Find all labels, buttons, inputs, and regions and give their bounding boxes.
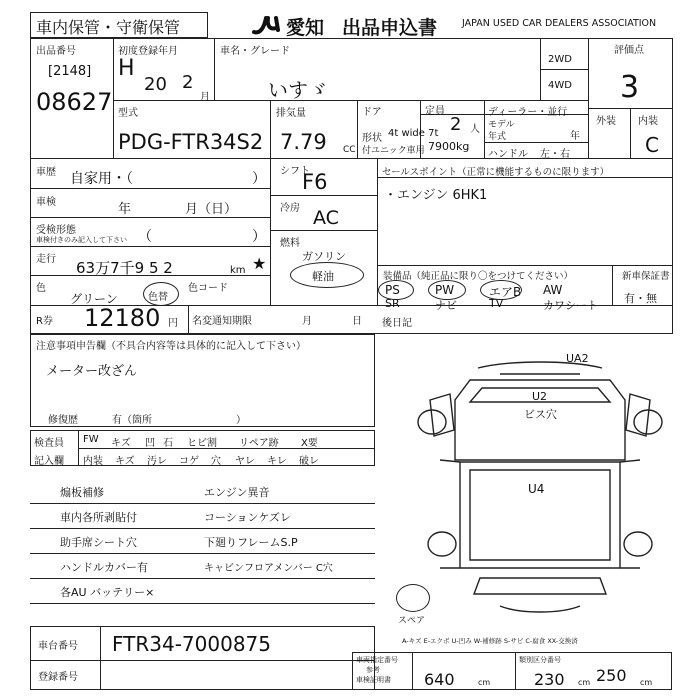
inspector-fw-row <box>82 434 319 449</box>
r-ticket-value: 12180 <box>84 304 161 332</box>
damage-mark: U2 <box>532 390 548 403</box>
name-change-label: 名変通知期限 <box>192 316 252 327</box>
sales-point-1: ・エンジン 6HK1 <box>384 188 488 203</box>
fw-label: FW <box>83 434 99 445</box>
registration-era: H <box>118 56 135 81</box>
door-label: ドア <box>362 107 382 118</box>
int-hole[interactable]: 穴 <box>211 456 221 467</box>
storage-label: 車内保管・守衛保管 <box>36 18 181 37</box>
car-name-value: いすゞ <box>268 78 328 102</box>
inspection-year-unit: 年 <box>118 202 132 217</box>
inspection-label: 車検 <box>36 197 56 208</box>
registration-year: 20 <box>144 74 167 95</box>
fw-scratch[interactable]: キズ <box>111 438 131 449</box>
registration-month: 2 <box>182 72 194 93</box>
interior-row-label: 内装 <box>83 456 103 467</box>
inspector-entry-label: 記入欄 <box>34 456 64 467</box>
equip-pw[interactable]: PW <box>435 283 455 297</box>
notes-label: 注意事項申告欄（不具合内容等は具体的に記入して下さい） <box>36 341 306 352</box>
capacity-value: 2 <box>450 114 462 135</box>
repair-close: ） <box>236 415 246 426</box>
drive-2wd[interactable]: 2WD <box>548 54 572 65</box>
exterior-label: 外装 <box>596 116 616 127</box>
fw-replace[interactable]: X要 <box>301 438 318 449</box>
cert-label: 車検証明書 <box>356 676 391 684</box>
acceptance-note: 車検付きのみ記入して下さい <box>36 236 127 244</box>
notes-value: メーター改ざん <box>46 364 138 379</box>
door-load: 7900kg <box>428 140 470 153</box>
lot-sub-number: [2148] <box>48 64 92 79</box>
association-en: JAPAN USED CAR DEALERS ASSOCIATION <box>462 18 657 29</box>
ju-logo <box>250 14 284 36</box>
warranty-options[interactable]: 有・無 <box>624 292 657 305</box>
registration-month-unit: 月 <box>200 92 210 103</box>
sales-points-label: セールスポイント（正常に機能するものに限ります） <box>382 167 610 178</box>
cooling-label: 冷房 <box>280 203 300 214</box>
equip-navi[interactable]: ナビ <box>435 299 457 312</box>
form-title: 出品申込書 <box>342 17 438 39</box>
inspector-note: 車内各所剥貼付 <box>60 511 137 524</box>
interior-grade: C <box>645 133 659 157</box>
history-close: ） <box>252 171 266 187</box>
handle-options[interactable]: 左・右 <box>540 149 570 160</box>
equipment-label: 装備品（純正品に限り〇をつけてください） <box>383 271 574 282</box>
inspection-month-unit: 月（日） <box>185 202 238 217</box>
shift-label: シフト <box>280 166 310 177</box>
equip-ps[interactable]: PS <box>385 283 400 297</box>
color-change-label: 色替 <box>148 292 168 303</box>
lot-number: 08627 <box>36 88 113 116</box>
door-shape-note: 4t wide 7t <box>388 128 439 139</box>
designated-label: 車両指定番号 <box>356 656 398 664</box>
int-scratch[interactable]: キズ <box>115 456 135 467</box>
reg-number-label: 登録番号 <box>38 672 78 683</box>
int-rip[interactable]: 破レ <box>299 456 319 467</box>
fuel-option-1[interactable]: ガソリン <box>302 250 346 263</box>
length-unit: cm <box>478 678 491 687</box>
capacity-unit: 人 <box>470 124 480 135</box>
warranty-label: 新車保証書 <box>622 271 670 282</box>
door-shape-note-2: 付ユニック車用 <box>362 146 425 156</box>
height-value: 250 <box>596 666 627 685</box>
displacement-value: 7.79 <box>280 130 327 154</box>
fuel-label: 燃料 <box>280 238 300 249</box>
int-tear[interactable]: キレ <box>267 456 287 467</box>
dealer-year-label: 年式 <box>488 132 507 142</box>
history-value: 自家用・（ <box>70 171 133 187</box>
inspector-note: 下廻りフレームS.P <box>204 536 298 549</box>
repair-value: 有（箇所 <box>112 415 152 426</box>
inspector-note: キャビンフロアメンバー C穴 <box>204 563 333 574</box>
inspector-note: 各AU バッテリー× <box>60 586 155 599</box>
rating-label: 評価点 <box>614 45 644 56</box>
equip-sr[interactable]: SR <box>385 297 400 310</box>
model-label: 型式 <box>118 108 138 119</box>
fw-repair[interactable]: リペア跡 <box>239 438 279 449</box>
interior-label: 内装 <box>638 116 658 127</box>
mileage-value: 63万7千9 5 2 <box>76 259 173 277</box>
door-shape-label: 形状 <box>362 133 382 144</box>
capacity-label: 定員 <box>425 106 445 117</box>
dealer-year-unit: 年 <box>570 131 580 142</box>
inspector-note: コーションケズレ <box>204 511 291 524</box>
damage-mark: ビス穴 <box>524 408 557 421</box>
fw-dent[interactable]: 凹 <box>145 438 155 449</box>
inspector-note: エンジン異音 <box>204 486 270 499</box>
spare-circle <box>396 584 430 612</box>
inspector-note: ハンドルカバー有 <box>60 561 148 574</box>
r-ticket-label: R券 <box>36 316 53 327</box>
int-dirt[interactable]: 汚レ <box>147 456 167 467</box>
car-name-label: 車名・グレード <box>220 46 290 57</box>
color-label: 色 <box>36 283 46 294</box>
equip-leather[interactable]: カワシート <box>543 299 598 312</box>
equip-ps-circle <box>378 280 414 300</box>
chassis-label: 車台番号 <box>38 641 78 652</box>
inspector-notes-right <box>204 484 374 584</box>
inspector-interior-row <box>82 452 320 467</box>
int-burn[interactable]: コゲ <box>179 456 199 467</box>
class-label: 類別区分番号 <box>519 656 561 664</box>
fuel-selected-circle <box>290 262 364 288</box>
handle-label: ハンドル <box>488 149 528 160</box>
damage-mark: UA2 <box>566 352 589 365</box>
history-label: 車歴 <box>36 167 56 178</box>
fuel-option-2[interactable]: 軽油 <box>312 270 334 283</box>
fw-crack[interactable]: ヒビ割 <box>187 438 217 449</box>
r-ticket-unit: 円 <box>168 318 178 329</box>
star-mark-icon: ★ <box>252 254 267 273</box>
width-value: 230 <box>534 670 565 689</box>
model-value: PDG-FTR34S2 <box>118 130 264 154</box>
dealer-label: ディーラー・並行 <box>488 107 568 118</box>
equip-tv[interactable]: TV <box>489 297 504 310</box>
damage-legend: A-キズ E-エクボ U-凹み W-補修跡 S-サビ C-腐食 XX-交換済 <box>402 637 578 645</box>
height-unit: cm <box>640 678 653 687</box>
drive-4wd[interactable]: 4WD <box>548 80 572 91</box>
width-unit: cm <box>578 678 591 687</box>
acceptance-close: ） <box>252 229 266 245</box>
equip-airbag[interactable]: エアB <box>489 285 522 299</box>
damage-mark: U4 <box>528 482 545 496</box>
int-wear[interactable]: ヤレ <box>235 456 255 467</box>
color-change-circle <box>143 282 179 306</box>
spare-label: スペア <box>398 616 426 626</box>
mileage-unit: km <box>230 265 246 276</box>
inspector-label: 検査員 <box>34 438 64 449</box>
dealer-model-label: モデル <box>488 120 515 130</box>
reference-label: 参考 <box>366 666 380 674</box>
rating-score: 3 <box>620 70 640 105</box>
name-change-month: 月 <box>302 316 312 327</box>
lot-label: 出品番号 <box>36 46 76 57</box>
cooling-value: AC <box>313 207 339 229</box>
org-name: 愛知 <box>286 17 325 39</box>
length-value: 640 <box>424 670 455 689</box>
equipment-row-2 <box>384 297 599 313</box>
registration-label: 初度登録年月 <box>118 46 178 57</box>
displacement-label: 排気量 <box>276 108 306 119</box>
color-code-label: 色コード <box>188 283 228 294</box>
repair-label: 修復歴 <box>48 415 78 426</box>
acceptance-open: （ <box>138 229 152 245</box>
inspector-note: 煽板補修 <box>60 486 104 499</box>
name-change-day: 日 <box>352 316 362 327</box>
displacement-unit: CC <box>343 145 356 155</box>
equip-pw-circle <box>428 280 466 300</box>
equip-airbag-circle <box>480 280 522 300</box>
color-value: グリーン <box>70 292 118 306</box>
chassis-value: FTR34-7000875 <box>112 632 272 656</box>
inspector-note: 助手席シート穴 <box>60 536 137 549</box>
equip-aw[interactable]: AW <box>543 283 563 297</box>
mileage-label: 走行 <box>36 254 56 265</box>
shift-value: F6 <box>302 170 328 194</box>
rear-side-label: 後日記 <box>382 318 412 329</box>
acceptance-label: 受検形態 <box>36 225 76 236</box>
fw-stone[interactable]: 石 <box>163 438 173 449</box>
